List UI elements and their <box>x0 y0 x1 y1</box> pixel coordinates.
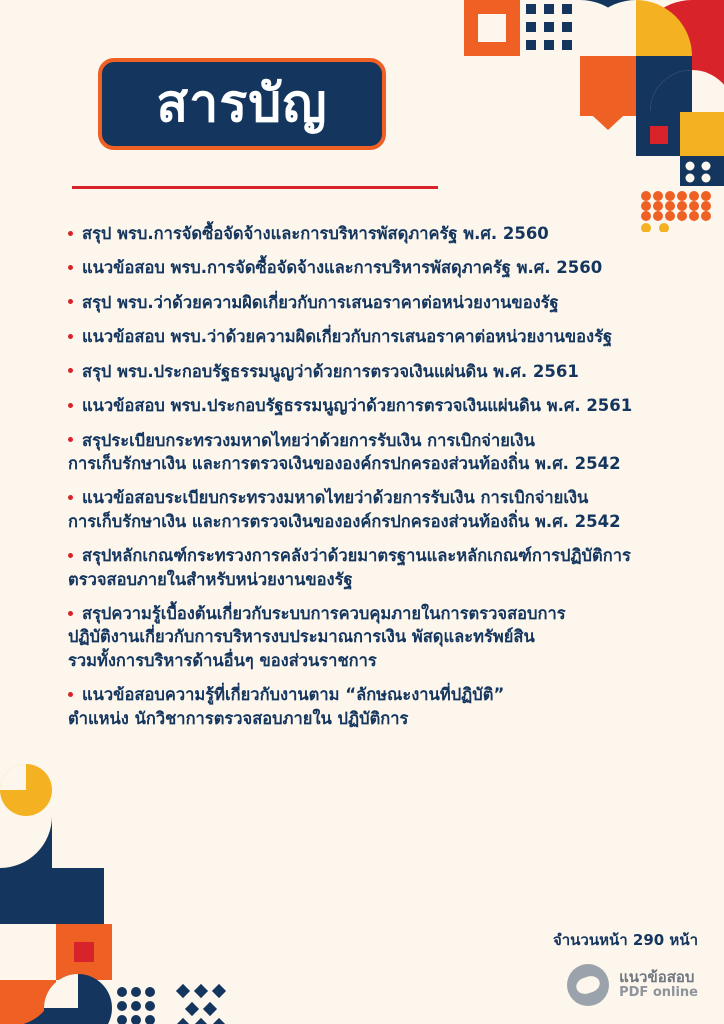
list-item-line: ตำแหน่ง นักวิชาการตรวจสอบภายใน ปฏิบัติการ <box>68 708 409 728</box>
table-of-contents <box>68 222 688 741</box>
list-item-line: แนวข้อสอบความรู้ที่เกี่ยวกับงานตาม “ลักษณะงานที่ปฏิบัติ” <box>82 685 505 705</box>
list-item <box>68 683 688 730</box>
list-item-line: สรุป พรบ.การจัดซื้อจัดจ้างและการบริหารพัสดุภาครัฐ พ.ศ. 2560 <box>82 224 549 243</box>
bullet-icon <box>68 553 73 558</box>
list-item-line: สรุปความรู้เบื้องต้นเกี่ยวกับระบบการควบคุมภายในการตรวจสอบการ <box>82 604 566 624</box>
list-item-line: สรุป พรบ.ว่าด้วยความผิดเกี่ยวกับการเสนอราคาต่อหน่วยงานของรัฐ <box>82 292 559 312</box>
list-item-line: การเก็บรักษาเงิน และการตรวจเงินขององค์กรปกครองส่วนท้องถิ่น พ.ศ. 2542 <box>68 511 621 531</box>
list-item <box>68 256 688 279</box>
list-item <box>68 486 688 533</box>
brand-mark-icon <box>567 964 609 1006</box>
bullet-icon <box>68 437 73 442</box>
brand-text <box>619 969 698 1001</box>
list-item-line: การเก็บรักษาเงิน และการตรวจเงินขององค์กรปกครองส่วนท้องถิ่น พ.ศ. 2542 <box>68 453 621 473</box>
list-item-line: สรุปหลักเกณฑ์กระทรวงการคลังว่าด้วยมาตรฐานและหลักเกณฑ์การปฏิบัติการ <box>82 546 631 566</box>
decoration-top-right <box>464 0 724 230</box>
list-item <box>68 429 688 476</box>
bullet-icon <box>68 403 73 408</box>
page-title-box <box>98 58 386 150</box>
list-item <box>68 291 688 314</box>
bullet-icon <box>68 368 73 373</box>
bullet-icon <box>68 334 73 339</box>
decoration-bottom-left <box>0 764 230 1024</box>
list-item-line: สรุประเบียบกระทรวงมหาดไทยว่าด้วยการรับเงิน การเบิกจ่ายเงิน <box>82 430 535 450</box>
bullet-icon <box>68 495 73 500</box>
list-item-line: แนวข้อสอบ พรบ.ประกอบรัฐธรรมนูญว่าด้วยการตรวจเงินแผ่นดิน พ.ศ. 2561 <box>82 396 633 416</box>
brand-line-2: PDF online <box>619 985 698 1001</box>
bullet-icon <box>68 611 73 616</box>
list-item-line: สรุป พรบ.ประกอบรัฐธรรมนูญว่าด้วยการตรวจเงินแผ่นดิน พ.ศ. 2561 <box>82 361 579 381</box>
list-item-line: ตรวจสอบภายในสำหรับหน่วยงานของรัฐ <box>68 569 353 589</box>
list-item-line: แนวข้อสอบระเบียบกระทรวงมหาดไทยว่าด้วยการรับเงิน การเบิกจ่ายเงิน <box>82 488 589 508</box>
title-divider <box>72 186 438 189</box>
list-item <box>68 394 688 417</box>
brand-logo-block <box>567 964 698 1006</box>
list-item <box>68 602 688 672</box>
brand-line-1: แนวข้อสอบ <box>619 967 695 986</box>
list-item <box>68 360 688 383</box>
page-count: จำนวนหน้า 290 หน้า <box>552 931 698 949</box>
page-title: สารบัญ <box>156 74 328 134</box>
list-item-line: ปฏิบัติงานเกี่ยวกับการบริหารงบประมาณการเงิน พัสดุและทรัพย์สิน <box>68 627 535 647</box>
list-item-line: แนวข้อสอบ พรบ.ว่าด้วยความผิดเกี่ยวกับการเสนอราคาต่อหน่วยงานของรัฐ <box>82 327 613 347</box>
list-item-line: รวมทั้งการบริหารด้านอื่นๆ ของส่วนราชการ <box>68 650 377 670</box>
list-item <box>68 544 688 591</box>
bullet-icon <box>68 299 73 304</box>
bullet-icon <box>68 265 73 270</box>
bullet-icon <box>68 692 73 697</box>
list-item-line: แนวข้อสอบ พรบ.การจัดซื้อจัดจ้างและการบริหารพัสดุภาครัฐ พ.ศ. 2560 <box>82 258 603 278</box>
bullet-icon <box>68 231 73 236</box>
list-item <box>68 325 688 348</box>
list-item <box>68 222 688 245</box>
